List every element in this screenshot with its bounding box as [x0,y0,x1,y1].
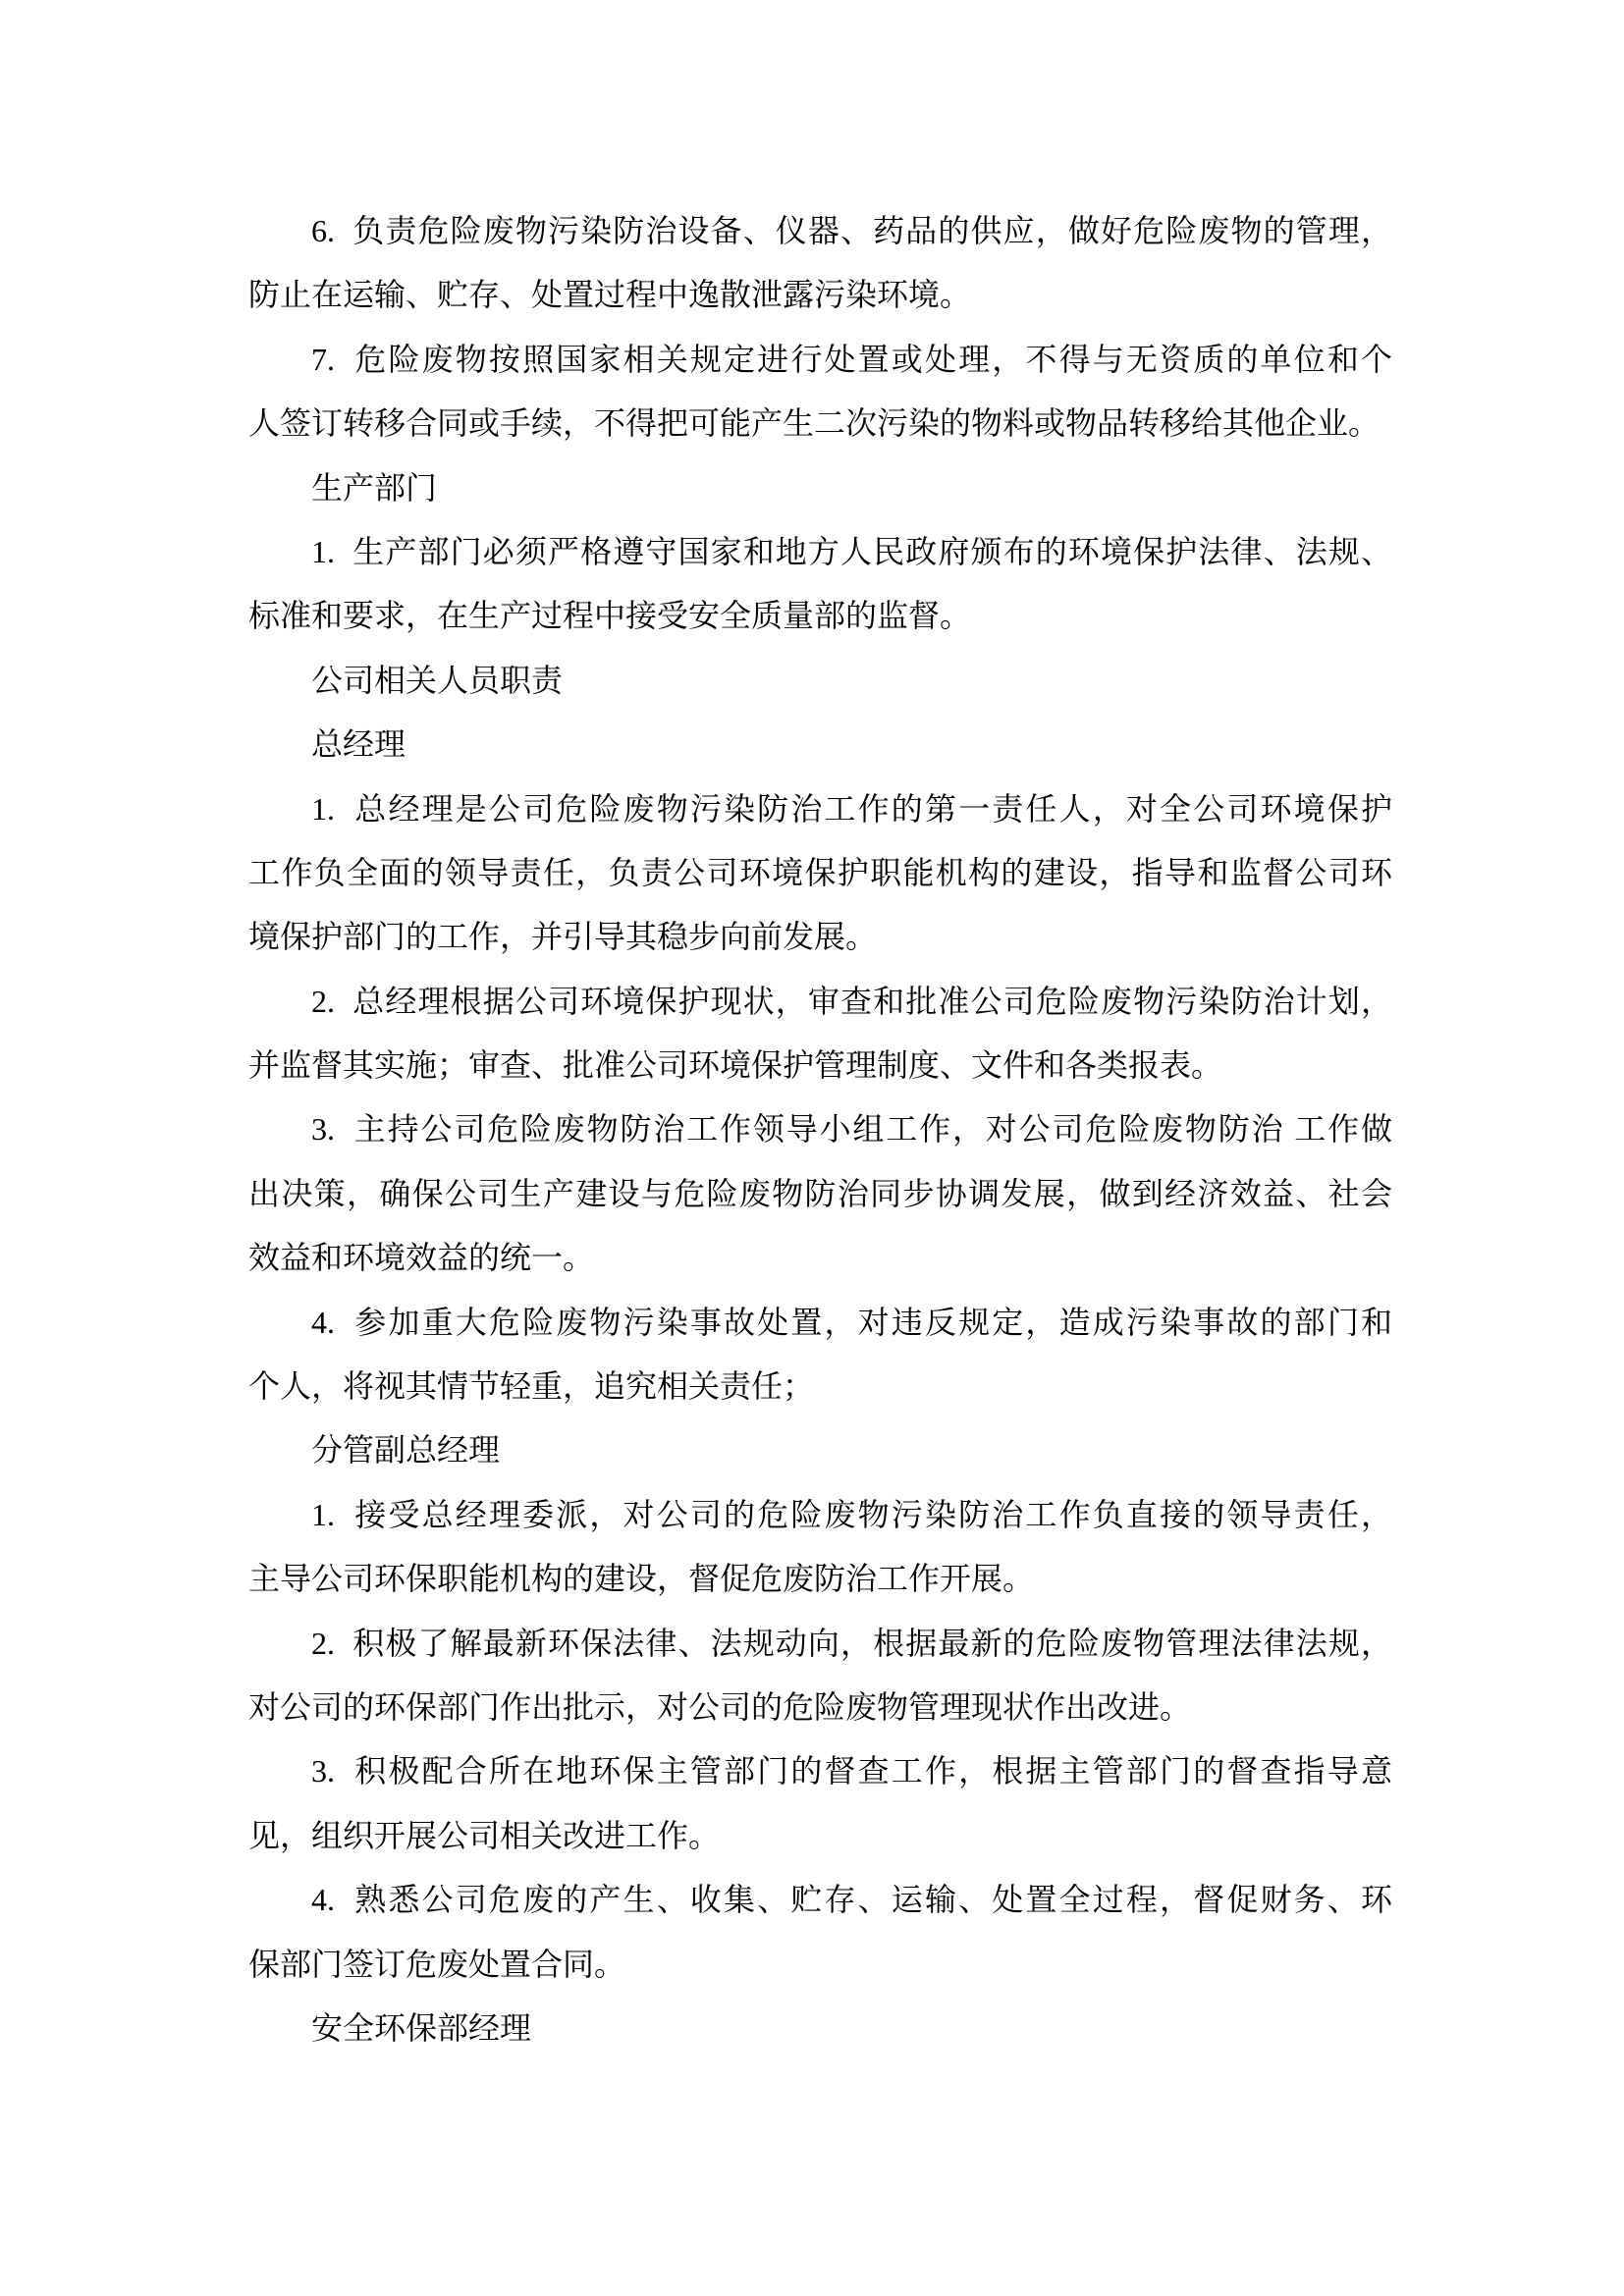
heading-general-manager: 总经理 [311,726,406,763]
item6-line-2: 防止在运输、贮存、处置过程中逸散泄露污染环境。 [248,277,972,313]
production-item1-line-2: 标准和要求，在生产过程中接受安全质量部的监督。 [248,598,972,634]
gm-item3-line-3: 效益和环境效益的统一。 [248,1240,595,1276]
heading-safety-env-dept-manager: 安全环保部经理 [311,2009,532,2046]
dgm-item1-line-1: 1. 接受总经理委派，对公司的危险废物污染防治工作负直接的领导责任， [311,1496,1392,1532]
gm-item1-line-2: 工作负全面的领导责任，负责公司环境保护职能机构的建设，指导和监督公司环 [248,854,1392,890]
gm-item4-line-2: 个人，将视其情节轻重，追究相关责任； [248,1368,815,1405]
dgm-item4-line-1: 4. 熟悉公司危废的产生、收集、贮存、运输、处置全过程，督促财务、环 [311,1882,1392,1918]
document-body [248,199,1392,2060]
dgm-item2-line-2: 对公司的环保部门作出批示，对公司的危险废物管理现状作出改进。 [248,1688,1192,1725]
item6-line-1: 6. 负责危险废物污染防治设备、仪器、药品的供应，做好危险废物的管理， [311,213,1392,248]
heading-production-department: 生产部门 [311,469,438,506]
dgm-item3-line-1: 3. 积极配合所在地环保主管部门的督查工作，根据主管部门的督查指导意 [311,1753,1392,1789]
dgm-item2-line-1: 2. 积极了解最新环保法律、法规动向，根据最新的危险废物管理法律法规， [311,1625,1392,1661]
item7-line-2: 人签订转移合同或手续，不得把可能产生二次污染的物料或物品转移给其他企业。 [248,405,1380,442]
dgm-item1-line-2: 主导公司环保职能机构的建设，督促危废防治工作开展。 [248,1561,1035,1597]
gm-item2-line-2: 并监督其实施；审查、批准公司环境保护管理制度、文件和各类报表。 [248,1047,1223,1084]
gm-item3-line-1: 3. 主持公司危险废物防治工作领导小组工作，对公司危险废物防治 工作做 [311,1111,1392,1148]
gm-item1-line-3: 境保护部门的工作，并引导其稳步向前发展。 [248,919,878,955]
gm-item1-line-1: 1. 总经理是公司危险废物污染防治工作的第一责任人，对全公司环境保护 [311,790,1392,827]
dgm-item4-line-2: 保部门签订危废处置合同。 [248,1946,626,1982]
gm-item4-line-1: 4. 参加重大危险废物污染事故处置，对违反规定，造成污染事故的部门和 [311,1304,1392,1340]
production-item1-line-1: 1. 生产部门必须严格遵守国家和地方人民政府颁布的环境保护法律、法规、 [311,533,1392,569]
dgm-item3-line-2: 见，组织开展公司相关改进工作。 [248,1817,721,1853]
gm-item3-line-2: 出决策，确保公司生产建设与危险废物防治同步协调发展，做到经济效益、社会 [248,1175,1392,1211]
heading-deputy-general-manager: 分管副总经理 [311,1432,501,1468]
gm-item2-line-1: 2. 总经理根据公司环境保护现状，审查和批准公司危险废物污染防治计划， [311,983,1392,1019]
heading-company-staff-duties: 公司相关人员职责 [311,662,564,698]
item7-line-1: 7. 危险废物按照国家相关规定进行处置或处理，不得与无资质的单位和个 [311,341,1392,377]
